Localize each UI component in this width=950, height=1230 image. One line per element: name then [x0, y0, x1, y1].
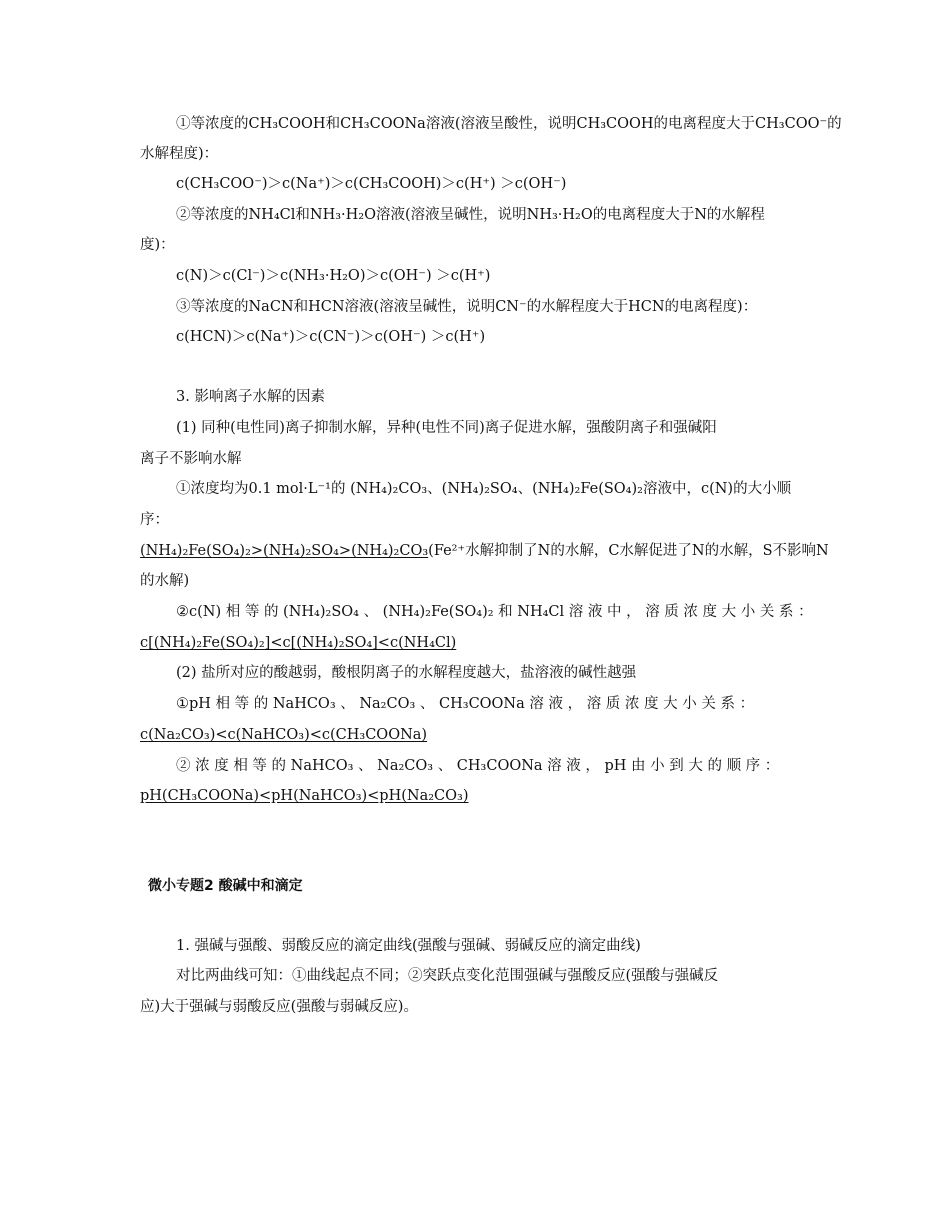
section-title: 3. 影响离子水解的因素 — [176, 389, 325, 405]
text-line: ①浓度均为0.1 mol·L⁻¹的 (NH₄)₂CO₃、(NH₄)₂SO₄、(NH₄)₂Fe(SO₄)₂溶液中，c(N)的大小顺 — [176, 481, 792, 497]
text-line: ②等浓度的NH₄Cl和NH₃·H₂O溶液(溶液呈碱性，说明NH₃·H₂O的电离程度大于N的水解程 — [176, 207, 765, 223]
formula-line: c(CH₃COO⁻)＞c(Na⁺)＞c(CH₃COOH)＞c(H⁺) ＞c(OH⁻) — [176, 176, 567, 192]
text-line: (2) 盐所对应的酸越弱，酸根阴离子的水解程度越大，盐溶液的碱性越强 — [176, 665, 637, 681]
text-line: 水解程度)： — [140, 146, 219, 162]
text-line: 对比两曲线可知：①曲线起点不同；②突跃点变化范围强碱与强酸反应(强酸与强碱反 — [176, 968, 719, 984]
answer-line — [140, 540, 829, 562]
answer-underlined: c(Na₂CO₃)<c(NaHCO₃)<c(CH₃COONa) — [140, 727, 428, 743]
text-line: 序： — [140, 512, 169, 528]
text-line: (1) 同种(电性同)离子抑制水解，异种(电性不同)离子促进水解，强酸阴离子和强碱阳 — [176, 420, 717, 436]
formula-line: c(HCN)＞c(Na⁺)＞c(CN⁻)＞c(OH⁻) ＞c(H⁺) — [176, 329, 486, 345]
answer-underlined: pH(CH₃COONa)<pH(NaHCO₃)<pH(Na₂CO₃) — [140, 788, 469, 804]
formula-line: c(N)＞c(Cl⁻)＞c(NH₃·H₂O)＞c(OH⁻) ＞c(H⁺) — [176, 268, 491, 284]
answer-underlined: (NH₄)₂Fe(SO₄)₂>(NH₄)₂SO₄>(NH₄)₂CO₃ — [140, 543, 429, 559]
text-line: ①等浓度的CH₃COOH和CH₃COONa溶液(溶液呈酸性，说明CH₃COOH的电离程度大于CH₃COO⁻的 — [176, 116, 842, 132]
text-line: ② 浓 度 相 等 的 NaHCO₃ 、 Na₂CO₃ 、 CH₃COONa 溶 液 ， pH 由 小 到 大 的 顺 序 ： — [176, 758, 780, 774]
answer-explanation: (Fe²⁺水解抑制了N的水解，C水解促进了N的水解，S不影响N — [428, 543, 829, 559]
text-line: ①pH 相 等 的 NaHCO₃ 、 Na₂CO₃ 、 CH₃COONa 溶 液 ， 溶 质 浓 度 大 小 关 系 ： — [176, 696, 755, 712]
text-line: 度)： — [140, 237, 175, 253]
text-line: 离子不影响水解 — [140, 451, 242, 467]
section-title: 1. 强碱与强酸、弱酸反应的滴定曲线(强酸与强碱、弱碱反应的滴定曲线) — [176, 938, 641, 954]
text-line: ③等浓度的NaCN和HCN溶液(溶液呈碱性，说明CN⁻的水解程度大于HCN的电离程度)： — [176, 299, 758, 315]
topic-heading: 微小专题2 酸碱中和滴定 — [148, 878, 303, 894]
answer-underlined: c[(NH₄)₂Fe(SO₄)₂]<c[(NH₄)₂SO₄]<c(NH₄Cl) — [140, 635, 457, 651]
text-line: 应)大于强碱与弱酸反应(强酸与弱碱反应)。 — [140, 999, 418, 1015]
text-line: ②c(N) 相 等 的 (NH₄)₂SO₄ 、 (NH₄)₂Fe(SO₄)₂ 和 NH₄Cl 溶 液 中 ， 溶 质 浓 度 大 小 关 系 ： — [176, 604, 813, 620]
text-line: 的水解) — [140, 573, 190, 589]
